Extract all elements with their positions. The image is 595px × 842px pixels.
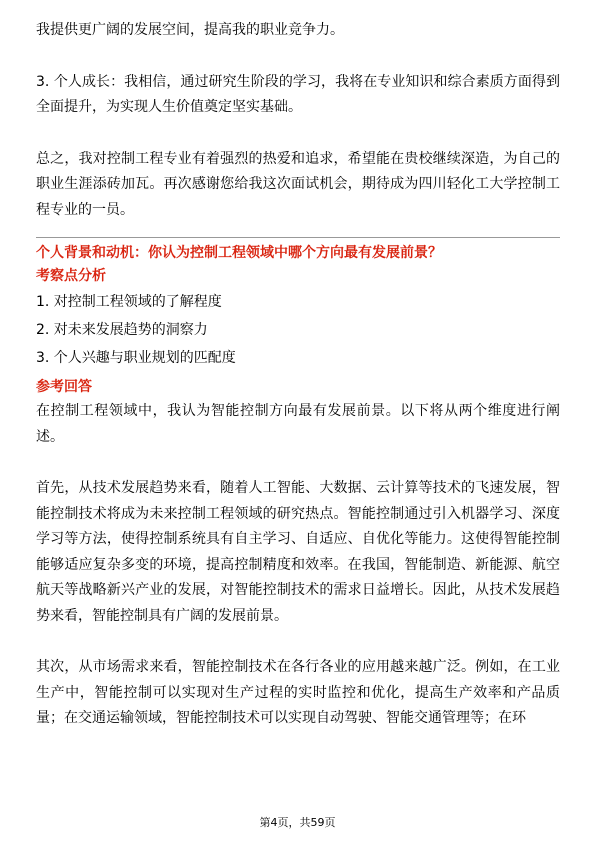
analysis-heading: 考察点分析 [36,268,106,284]
section-divider [36,237,560,238]
answer-heading: 参考回答 [36,379,92,395]
answer-paragraph-market: 其次，从市场需求来看，智能控制技术在各行各业的应用越来越广泛。例如，在工业生产中，智能控制可以实现对生产过程的实时监控和优化，提高生产效率和产品质量；在交通运输领域，智能控制技术可以实现自动驾驶、智能交通管理等；在环 [36,659,560,726]
question-title: 个人背景和动机：你认为控制工程领域中哪个方向最有发展前景？ [36,245,442,261]
page-number: 第4页，共59页 [259,816,336,829]
analysis-item: 2. 对未来发展趋势的洞察力 [36,322,208,338]
answer-paragraph-intro: 在控制工程领域中，我认为智能控制方向最有发展前景。以下将从两个维度进行阐述。 [36,403,560,445]
paragraph-personal-growth: 3. 个人成长：我相信，通过研究生阶段的学习，我将在专业知识和综合素质方面得到全面提升，为实现人生价值奠定坚实基础。 [36,73,560,115]
paragraph-conclusion: 总之，我对控制工程专业有着强烈的热爱和追求，希望能在贵校继续深造，为自己的职业生涯添砖加瓦。再次感谢您给我这次面试机会，期待成为四川轻化工大学控制工程专业的一员。 [36,150,560,218]
analysis-item: 1. 对控制工程领域的了解程度 [36,294,222,310]
page-content [36,18,560,732]
paragraph-continuation: 我提供更广阔的发展空间，提高我的职业竞争力。 [36,22,344,38]
analysis-item: 3. 个人兴趣与职业规划的匹配度 [36,350,236,366]
answer-paragraph-technology: 首先，从技术发展趋势来看，随着人工智能、大数据、云计算等技术的飞速发展，智能控制技术将成为未来控制工程领域的研究热点。智能控制通过引入机器学习、深度学习等方法，使得控制系统具有自主学习、自适应、自优化等能力。这使得智能控制能够适应复杂多变的环境，提高控制精度和效率。在我国，智能制造、新能源、航空航天等战略新兴产业的发展，对智能控制技术的需求日益增长。因此，从技术发展趋势来看，智能控制具有广阔的发展前景。 [36,480,560,624]
